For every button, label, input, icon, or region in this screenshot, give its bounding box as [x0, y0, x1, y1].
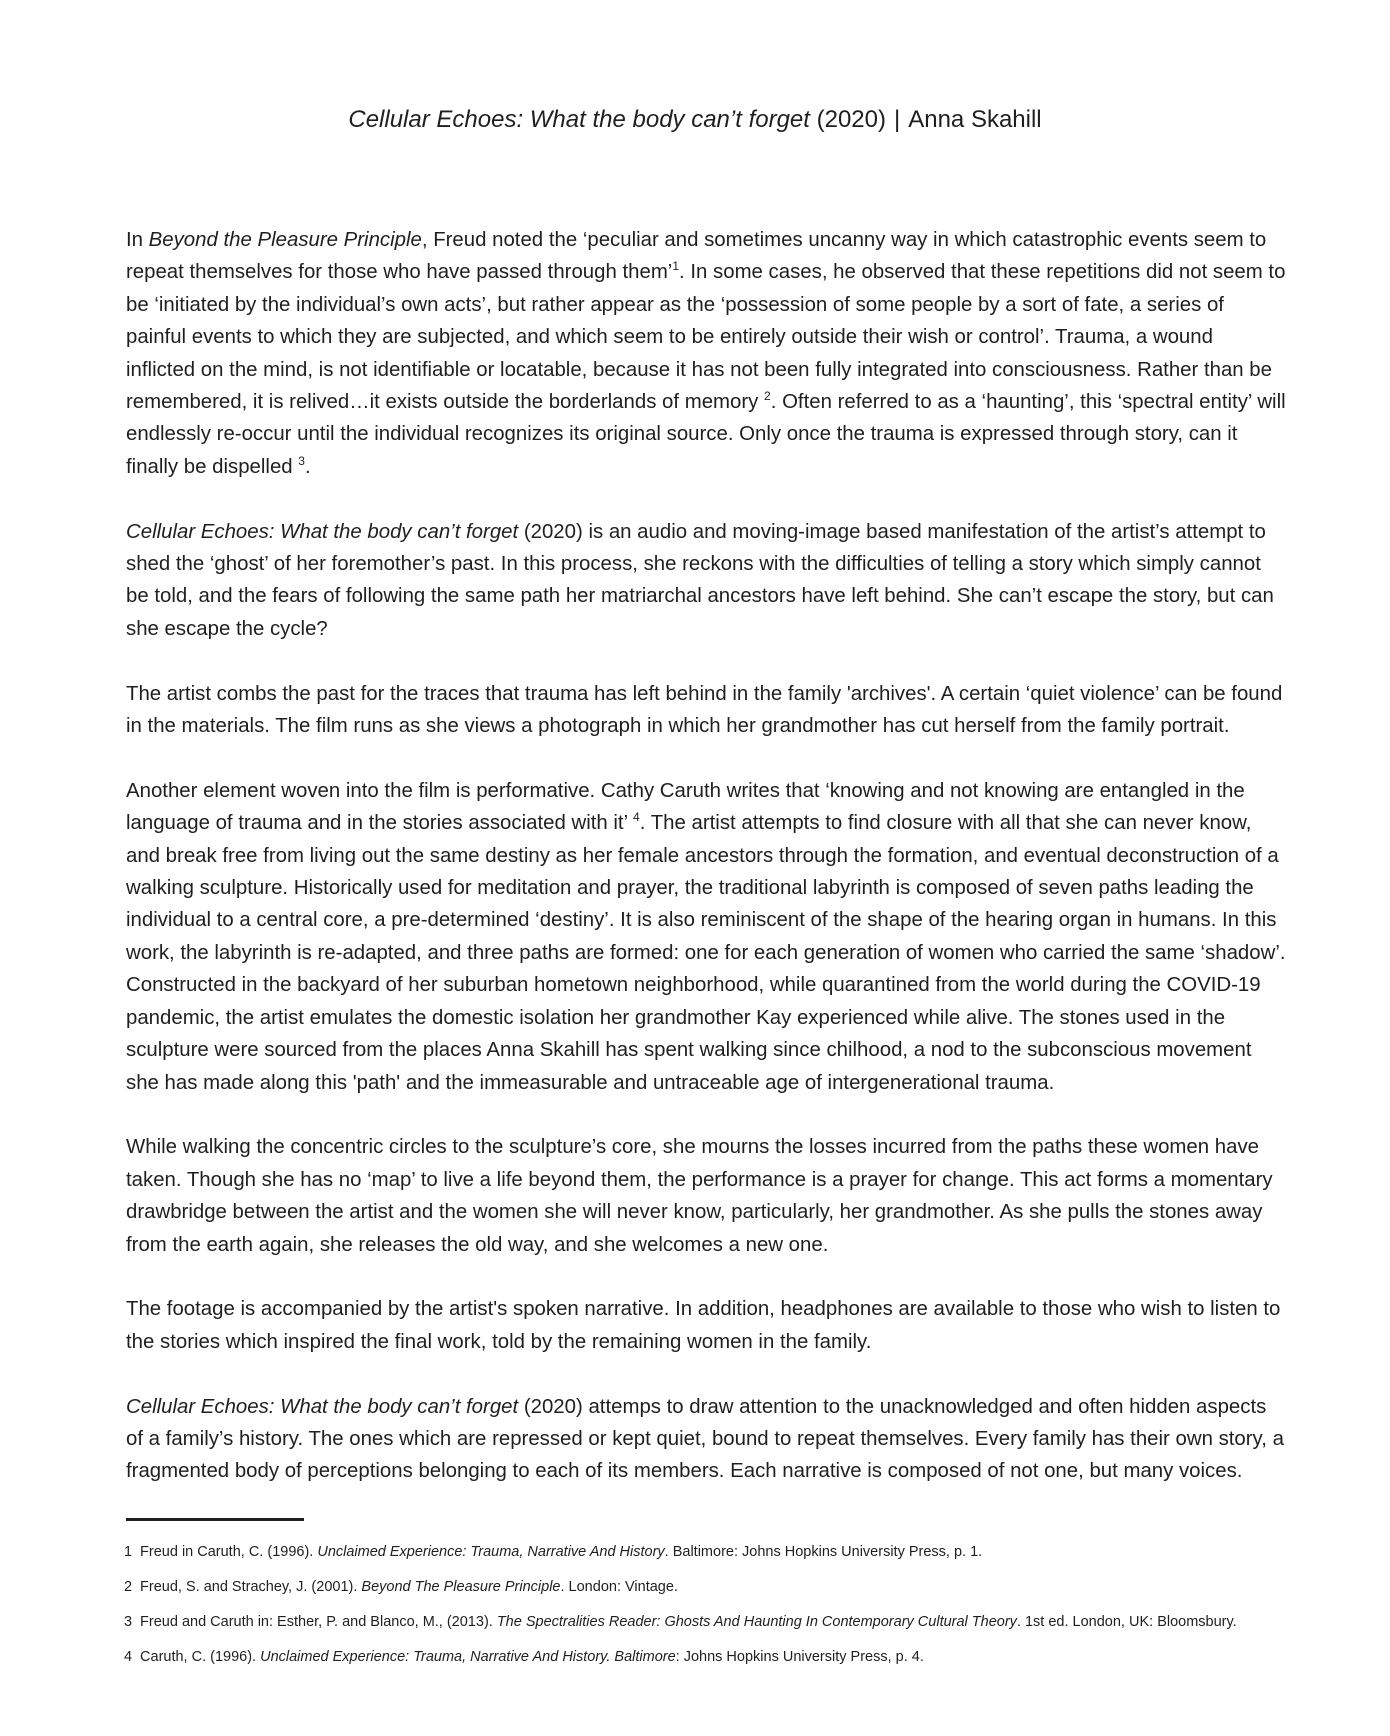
footnote-1	[124, 1542, 1324, 1577]
footnote-number: 1	[124, 1544, 133, 1560]
title-year: (2020)	[816, 106, 886, 133]
footnote-text: Freud and Caruth in: Esther, P. and Blanco, M., (2013).	[140, 1614, 497, 1630]
footnote-3	[124, 1612, 1324, 1647]
footnotes	[124, 1542, 1324, 1682]
p1-text-b: , Freud noted the ‘peculiar and sometimes uncanny way in which catastrophic events seem to repeat themselves for those who have passed through them’	[126, 229, 1267, 284]
footnote-text-end: . London: Vintage.	[560, 1579, 678, 1595]
footnote-ref-4: 4	[633, 810, 640, 825]
title-artist: Anna Skahill	[908, 106, 1042, 133]
body-text	[126, 224, 1286, 1488]
footnote-text: Freud, S. and Strachey, J. (2001).	[140, 1579, 362, 1595]
footnote-number: 4	[124, 1649, 133, 1665]
p7-text: (2020) attemps to draw attention to the unacknowledged and often hidden aspects of a family’s history. The ones which are repressed or kept quiet, bound to repeat themselves. Every family has their own story, a fragmented body of perceptions belonging to each of its members. Each narrative is composed of not one, but many voices.	[126, 1395, 1284, 1483]
footnote-text: Freud in Caruth, C. (1996).	[140, 1544, 318, 1560]
paragraph-6: The footage is accompanied by the artist's spoken narrative. In addition, headphones are available to those who wish to listen to the stories which inspired the final work, told by the remaining women in the family.	[126, 1298, 1281, 1353]
footnote-italic: Beyond The Pleasure Principle	[361, 1579, 561, 1595]
footnote-italic: Unclaimed Experience: Trauma, Narrative And History	[317, 1544, 665, 1560]
p7-italic-title: Cellular Echoes: What the body can’t forget	[126, 1395, 519, 1418]
footnote-ref-3: 3	[298, 454, 305, 469]
p1-text-a: In	[126, 229, 149, 251]
p2-italic-title: Cellular Echoes: What the body can’t forget	[126, 520, 519, 543]
p1-text-d: . Often referred to as a ‘haunting’, this ‘spectral entity’ will endlessly re-occur until the individual recognizes its original source. Only once the trauma is expressed through story, can it finally be dispelled	[126, 391, 1286, 478]
footnote-text: Caruth, C. (1996).	[140, 1649, 261, 1665]
footnote-italic: Unclaimed Experience: Trauma, Narrative And History. Baltimore	[260, 1649, 676, 1665]
paragraph-4	[126, 775, 1286, 1099]
paragraph-1	[126, 224, 1286, 483]
p2-text: (2020) is an audio and moving-image based manifestation of the artist’s attempt to shed the ‘ghost’ of her foremother’s past. In this process, she reckons with the difficulties of telling a story which simply cannot be told, and the fears of following the same path her matriarchal ancestors have left behind. She can’t escape the story, but can she escape the cycle?	[126, 520, 1274, 640]
p4-text-a: Another element woven into the film is performative. Cathy Caruth writes that ‘knowing and not knowing are entangled in the language of trauma and in the stories associated with it’	[126, 779, 1245, 835]
footnote-2	[124, 1577, 1324, 1612]
footnote-text-end: . 1st ed. London, UK: Bloomsbury.	[1016, 1614, 1237, 1630]
footnote-italic: The Spectralities Reader: Ghosts And Haunting In Contemporary Cultural Theory	[496, 1614, 1017, 1630]
paragraph-3: The artist combs the past for the traces that trauma has left behind in the family 'archives'. A certain ‘quiet violence’ can be found in the materials. The film runs as she views a photograph in which her grandmother has cut herself from the family portrait.	[126, 682, 1283, 738]
p1-text-c: . In some cases, he observed that these repetitions did not seem to be ‘initiated by the individual’s own acts’, but rather appear as the ‘possession of some people by a sort of fate, a series of painful events to which they are subjected, and which seem to be entirely outside their wish or control’. Trauma, a wound inflicted on the mind, is not identifiable or locatable, because it has not been fully integrated into consciousness. Rather than be remembered, it is relived…it exists outside the borderlands of memory	[126, 261, 1286, 414]
p4-text-b: . The artist attempts to find closure with all that she can never know, and break free from living out the same destiny as her female ancestors through the formation, and eventual deconstruction of a walking sculpture. Historically used for meditation and prayer, the traditional labyrinth is composed of seven paths leading the individual to a central core, a pre-determined ‘destiny’. It is also reminiscent of the shape of the hearing organ in humans. In this work, the labyrinth is re-adapted, and three paths are formed: one for each generation of women who carried the same ‘shadow’. Constructed in the backyard of her suburban hometown neighborhood, while quarantined from the world during the COVID-19 pandemic, the artist emulates the domestic isolation her grandmother Kay experienced while alive. The stones used in the sculpture were sourced from the places Anna Skahill has spent walking since chilhood, a nod to the subconscious movement she has made along this 'path' and the immeasurable and untraceable age of intergenerational trauma.	[126, 812, 1286, 1094]
paragraph-5: While walking the concentric circles to the sculpture’s core, she mourns the losses incurred from the paths these women have taken. Though she has no ‘map’ to live a life beyond them, the performance is a prayer for change. This act forms a momentary drawbridge between the artist and the women she will never know, particularly, her grandmother. As she pulls the stones away from the earth again, she releases the old way, and she welcomes a new one.	[126, 1136, 1273, 1256]
title-separator: |	[893, 106, 901, 133]
footnote-number: 2	[124, 1579, 133, 1595]
footnote-text-end: : Johns Hopkins University Press, p. 4.	[675, 1649, 924, 1665]
page-title	[0, 104, 1390, 136]
footnote-ref-2: 2	[764, 389, 771, 404]
paragraph-7	[126, 1391, 1286, 1488]
footnote-4	[124, 1647, 1324, 1682]
title-work: Cellular Echoes: What the body can’t forget	[348, 106, 810, 133]
paragraph-2	[126, 516, 1286, 646]
p1-text-e: .	[304, 455, 311, 478]
p1-italic-title: Beyond the Pleasure Principle	[148, 229, 422, 251]
footnote-ref-1: 1	[672, 259, 680, 274]
footnote-number: 3	[124, 1614, 133, 1630]
footnote-divider	[126, 1518, 304, 1521]
footnote-text-end: . Baltimore: Johns Hopkins University Press, p. 1.	[664, 1544, 983, 1560]
